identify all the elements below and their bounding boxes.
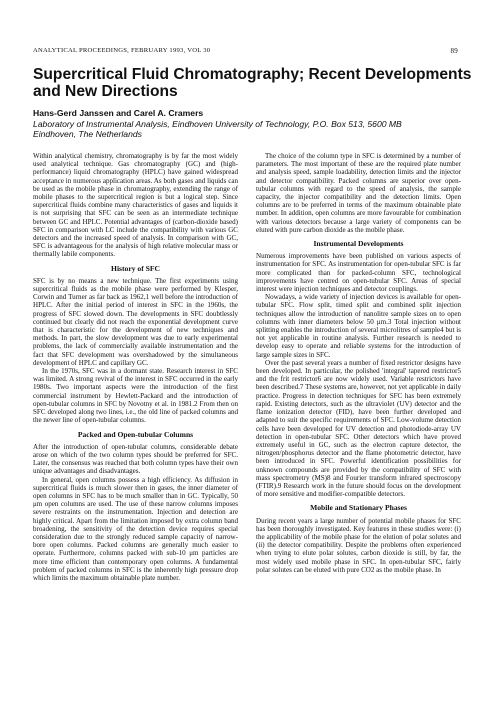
right-column: [256, 152, 461, 574]
author-block: [33, 108, 473, 140]
intro-paragraph: Within analytical chemistry, chromatography is by far the most widely used analytical technique. Gas chromatography (GC) and (high-performance) liquid chromatography (HPLC) have gained widespread acceptance in numerous application areas. As both gases and liquids can be used as the mobile phase in chromatography, extending the range of mobile phases to the supercritical region is but a logical step. Since supercritical fluids combine many characteristics of gases and liquids it is not surprising that SFC can be seen as an intermediate technique between GC and HPLC. Potential advantages of (carbon-dioxide based) SFC in comparison with LC include the compatibility with various GC detectors and the increased speed of analysis. In comparison with GC, SFC is advantageous for the analysis of high relative molecular mass or thermally labile components.: [33, 152, 238, 259]
affiliation-line-2: Eindhoven, The Netherlands: [33, 129, 142, 139]
history-paragraph-2: In the 1970s, SFC was in a dormant state. Research interest in SFC was limited. A strong revival of the interest in SFC occurred in the early 1980s. Two important aspects were the introduction of the first commercial instrument by Hewlett-Packard and the introduction of open-tubular columns in SFC by Novotny et al. in 1981.2 From then on SFC developed along two lines, i.e., the old line of packed columns and the newer line of open-tubular columns.: [33, 367, 238, 425]
page-number: 89: [450, 47, 458, 55]
columns-heading: Packed and Open-tubular Columns: [77, 429, 194, 439]
left-column: [33, 152, 238, 582]
author-names: Hans-Gerd Janssen and Carel A. Cramers: [33, 108, 204, 118]
history-heading: History of SFC: [111, 263, 160, 273]
mobile-phases-heading: Mobile and Stationary Phases: [310, 503, 407, 513]
history-paragraph-1: SFC is by no means a new technique. The first experiments using supercritical fluids as the mobile phase were performed by Klesper, Corwin and Turner as far back as 1962,1 well before the introduction of HPLC. After the initial period of interest in SFC in the 1960s, the progress of SFC slowed down. The developments in SFC doubtlessly continued but clearly did not reach the exponential development curve that is characteristic for the development of new techniques and methods. In part, the slow development was due to early experimental problems, the lack of commercially available instrumentation and the fact that SFC development was overshadowed by the simultaneous development of HPLC and capillary GC.: [33, 276, 238, 367]
affiliation-line-1: Laboratory of Instrumental Analysis, Eindhoven University of Technology, P.O. Box 513, 5600 MB: [33, 118, 402, 129]
columns-paragraph-1: After the introduction of open-tubular columns, considerable debate arose on which of the two column types should be preferred for SFC. Later, the consensus was reached that both column types have their own unique advantages and disadvantages.: [33, 442, 238, 476]
article-title: Supercritical Fluid Chromatography; Recent Developments and New Directions: [33, 66, 472, 100]
mobile-phases-paragraph: During recent years a large number of potential mobile phases for SFC has been thoroughly investigated. Key features in these studies were: (i) the applicability of the mobile phase for the elution of polar solutes and (ii) the detector compatibility. Despite the problems often experienced when trying to elute polar solutes, carbon dioxide is still, by far, the most widely used mobile phase in SFC. In open-tubular SFC, fairly polar solutes can be eluted with pure CO2 as the mobile phase. In: [256, 516, 461, 574]
column-choice-paragraph: The choice of the column type in SFC is determined by a number of parameters. The most important of these are the required plate number and analysis speed, sample loadability, detection limits and the injector and detector compatibility. Packed columns are superior over open-tubular columns with regard to the speed of analysis, the sample capacity, the injector compatibility and the detection limits. Open columns are to be preferred in terms of the maximum obtainable plate number. In addition, open columns are more favourable for combination with various detectors because a large variety of components can be eluted with pure carbon dioxide as the mobile phase.: [256, 152, 461, 234]
running-head: [33, 47, 458, 54]
running-head-text: ANALYTICAL PROCEEDINGS, FEBRUARY 1993, VOL 30: [33, 47, 211, 54]
columns-paragraph-2: In general, open columns possess a high efficiency. As diffusion in supercritical fluids is much slower then in gases, the inner diameter of open columns in SFC has to be much smaller than in GC. Typically, 50 μm open columns are used. The use of these narrow columns imposes severe restraints on the instrumentation. Injection and detection are highly critical. Apart from the limitation imposed by extra column band broadening, the sensitivity of the detection device requires special consideration due to the strongly reduced sample capacity of narrow-bore open columns. Packed columns are generally much easier to operate. Furthermore, columns packed with sub-10 μm particles are more time efficient than contemporary open columns. A fundamental problem of packed columns in SFC is the inherently high pressure drop which limits the maximum obtainable plate number.: [33, 475, 238, 582]
instrumental-paragraph-1: Numerous improvements have been published on various aspects of instrumentation for SFC. As instrumentation for open-tubular SFC is far more complicated than for packed-column SFC, technological improvements have centred on open-tubular SFC. Areas of special interest were injection techniques and detector couplings.: [256, 252, 461, 294]
instrumental-heading: Instrumental Developments: [313, 239, 404, 249]
instrumental-paragraph-2: Nowadays, a wide variety of injection devices is available for open-tubular SFC. Flow split, timed split and combined split injection techniques allow the introduction of nanolitre sample sizes on to open columns with inner diameters below 50 μm.3 Total injection without splitting enables the introduction of several microlitres of sample4 but is not yet applicable in routine analysis. Further research is needed to develop easy to operate and reliable systems for the introduction of large sample sizes in SFC.: [256, 293, 461, 359]
instrumental-paragraph-3: Over the past several years a number of fixed restrictor designs have been developed. In particular, the polished 'integral' tapered restrictor5 and the frit restrictor6 are now widely used. Variable restrictors have been described.7 These systems are, however, not yet applicable in daily practice. Progress in detection techniques for SFC has been extremely rapid. Existing detectors, such as the ultraviolet (UV) detector and the flame ionization detector (FID), have been further developed and adapted to suit the specific requirements of SFC. Low-volume detection cells have been developed for UV detection and photodiode-array UV detection in open-tubular SFC. Other detectors which have proved extremely useful in GC, such as the electron capture detector, the nitrogen/phosphorus detector and the flame photometric detector, have been introduced in SFC. Powerful identification possibilities for unknown compounds are provided by the compatibility of SFC with mass spectrometry (MS)8 and Fourier transform infrared spectroscopy (FTIR).9 Research work in the future should focus on the development of more sensitive and modifier-compatible detectors.: [256, 358, 461, 499]
